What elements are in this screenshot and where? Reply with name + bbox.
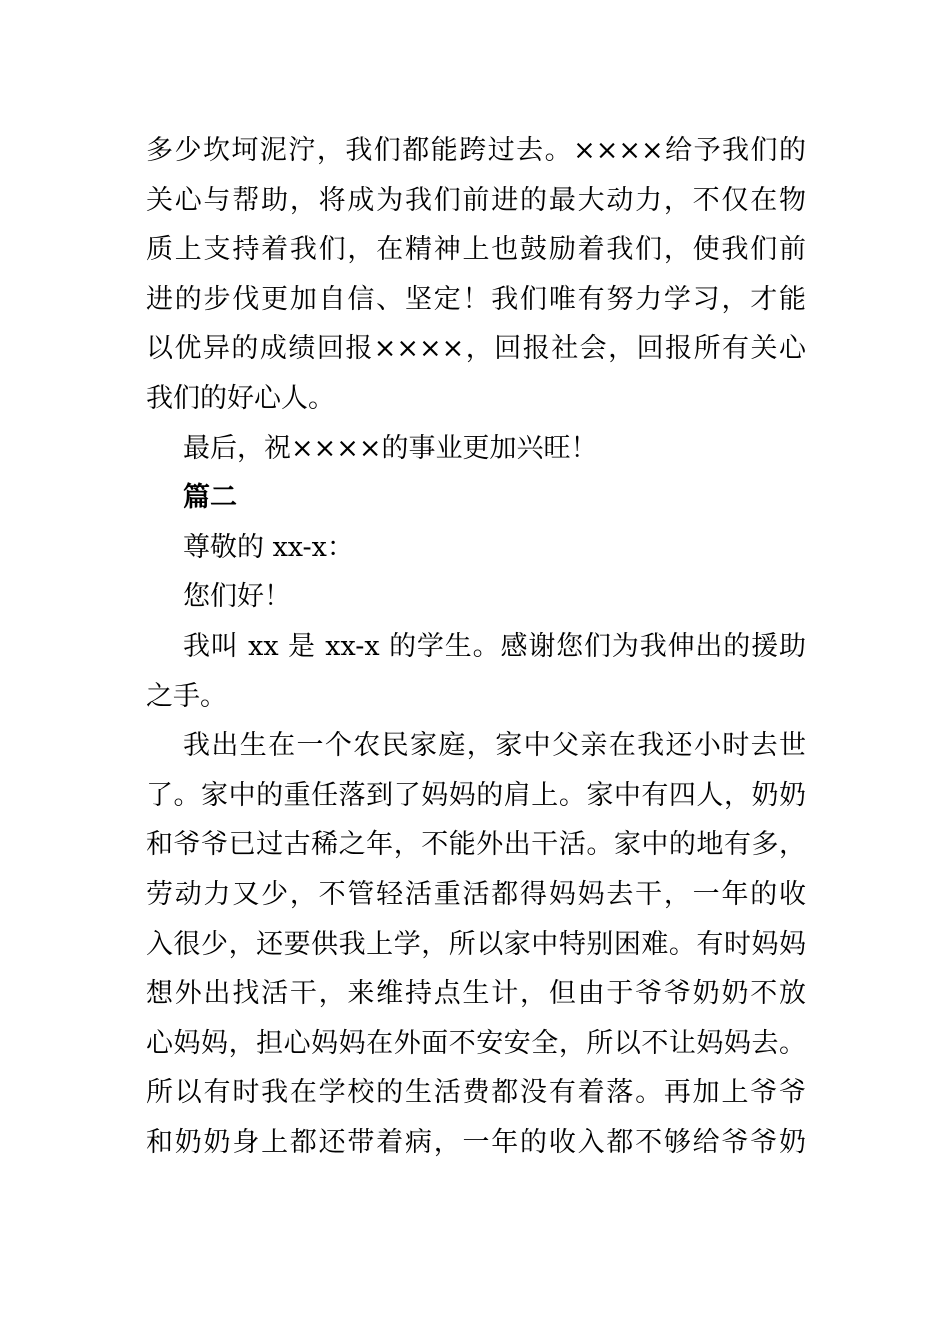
paragraph-line: 我叫 xx 是 xx-x 的学生。感谢您们为我伸出的援助: [183, 630, 806, 662]
paragraph-line: 进的步伐更加自信、坚定！我们唯有努力学习，才能: [146, 283, 806, 315]
paragraph-line: 了。家中的重任落到了妈妈的肩上。家中有四人，奶奶: [146, 779, 806, 811]
paragraph-line: 想外出找活干，来维持点生计，但由于爷爷奶奶不放: [146, 978, 806, 1010]
document-page: [146, 126, 806, 1167]
paragraph-line: 入很少，还要供我上学，所以家中特别困难。有时妈妈: [146, 928, 806, 960]
paragraph-line: 之手。: [146, 680, 227, 712]
paragraph-line: 关心与帮助，将成为我们前进的最大动力，不仅在物: [146, 184, 806, 216]
salutation: 尊敬的 xx-x：: [183, 531, 354, 563]
paragraph-line: 我出生在一个农民家庭，家中父亲在我还小时去世: [183, 730, 806, 762]
paragraph-line: 和爷爷已过古稀之年，不能外出干活。家中的地有多，: [146, 829, 806, 861]
greeting: 您们好！: [183, 581, 291, 613]
paragraph-line: 所以有时我在学校的生活费都没有着落。再加上爷爷: [146, 1077, 806, 1109]
paragraph-line: 劳动力又少，不管轻活重活都得妈妈去干，一年的收: [146, 878, 806, 910]
paragraph-line: 和奶奶身上都还带着病，一年的收入都不够给爷爷奶: [146, 1126, 806, 1158]
paragraph-line: 质上支持着我们，在精神上也鼓励着我们，使我们前: [146, 234, 806, 266]
paragraph-line: 我们的好心人。: [146, 382, 335, 414]
paragraph-line: 心妈妈，担心妈妈在外面不安安全，所以不让妈妈去。: [146, 1027, 806, 1059]
section-heading: 篇二: [183, 482, 237, 514]
paragraph-line: 以优异的成绩回报××××，回报社会，回报所有关心: [146, 333, 806, 365]
paragraph-line: 多少坎坷泥泞，我们都能跨过去。××××给予我们的: [146, 135, 806, 166]
closing-wish: 最后，祝××××的事业更加兴旺！: [183, 432, 598, 464]
